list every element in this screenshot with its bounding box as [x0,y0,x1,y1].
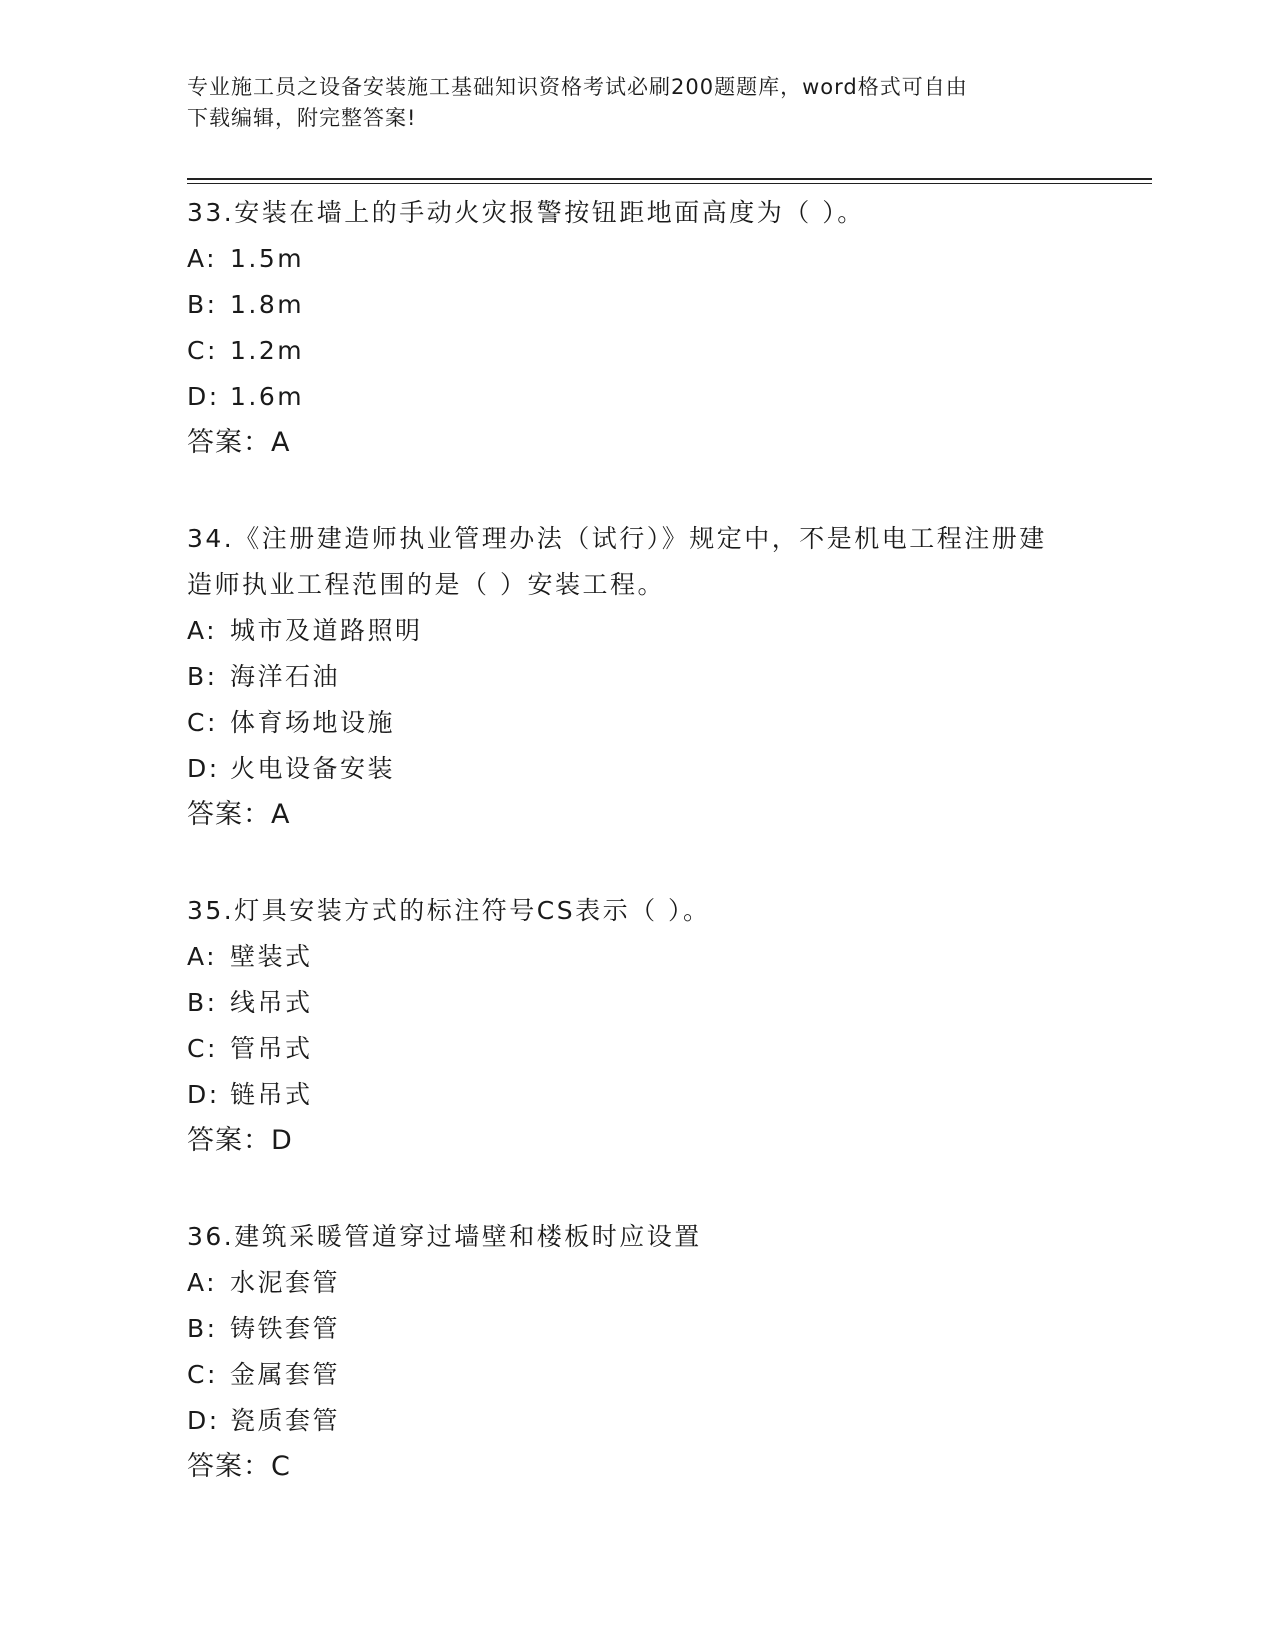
option-text: 链吊式 [230,1080,313,1109]
header-divider-thick [187,178,1152,180]
answer: 答案：D [187,1125,293,1156]
option-text: 海洋石油 [230,662,341,691]
answer: 答案：A [187,427,291,458]
header-line-2: 下载编辑，附完整答案! [187,106,417,130]
header-line-1: 专业施工员之设备安装施工基础知识资格考试必刷200题题库，word格式可自由 [187,75,968,99]
question-36 [187,1214,1152,1490]
option-text: 城市及道路照明 [230,616,423,645]
option-letter: A: [187,616,218,645]
option-text: 金属套管 [230,1360,341,1389]
option-d [187,746,1152,792]
option-d [187,374,1152,420]
option-c [187,1026,1152,1072]
option-text: 体育场地设施 [230,708,396,737]
option-a [187,236,1152,282]
option-d [187,1072,1152,1118]
option-text: 瓷质套管 [230,1406,341,1435]
option-text: 壁装式 [230,942,313,971]
answer: 答案：A [187,799,291,830]
question-text: 36.建筑采暖管道穿过墙壁和楼板时应设置 [187,1222,702,1251]
option-letter: C: [187,336,218,365]
document-header [187,72,1087,134]
question-34 [187,516,1152,838]
option-c [187,1352,1152,1398]
option-a [187,608,1152,654]
option-c [187,328,1152,374]
option-letter: B: [187,662,218,691]
option-text: 铸铁套管 [230,1314,341,1343]
option-letter: D: [187,1406,220,1435]
option-text: 1.6m [230,382,305,411]
question-33 [187,190,1152,466]
option-letter: D: [187,382,220,411]
option-letter: A: [187,942,218,971]
option-d [187,1398,1152,1444]
option-letter: D: [187,1080,220,1109]
option-letter: D: [187,754,220,783]
option-text: 管吊式 [230,1034,313,1063]
option-b [187,980,1152,1026]
option-text: 1.2m [230,336,305,365]
option-c [187,700,1152,746]
option-letter: C: [187,1360,218,1389]
question-text: 35.灯具安装方式的标注符号CS表示（ ）。 [187,896,711,925]
option-letter: B: [187,290,218,319]
option-text: 1.5m [230,244,305,273]
option-letter: B: [187,1314,218,1343]
option-text: 线吊式 [230,988,313,1017]
option-a [187,1260,1152,1306]
option-b [187,1306,1152,1352]
option-letter: C: [187,708,218,737]
option-b [187,654,1152,700]
option-letter: A: [187,244,218,273]
question-text: 33.安装在墙上的手动火灾报警按钮距地面高度为（ ）。 [187,198,865,227]
option-letter: C: [187,1034,218,1063]
answer: 答案：C [187,1451,291,1482]
question-text: 34.《注册建造师执业管理办法（试行）》规定中，不是机电工程注册建造师执业工程范围的是（ ）安装工程。 [187,524,1047,599]
question-35 [187,888,1152,1164]
option-text: 水泥套管 [230,1268,341,1297]
question-list [187,190,1152,1540]
option-text: 1.8m [230,290,305,319]
option-letter: B: [187,988,218,1017]
option-a [187,934,1152,980]
header-divider-thin [187,183,1152,184]
option-text: 火电设备安装 [230,754,396,783]
option-letter: A: [187,1268,218,1297]
option-b [187,282,1152,328]
